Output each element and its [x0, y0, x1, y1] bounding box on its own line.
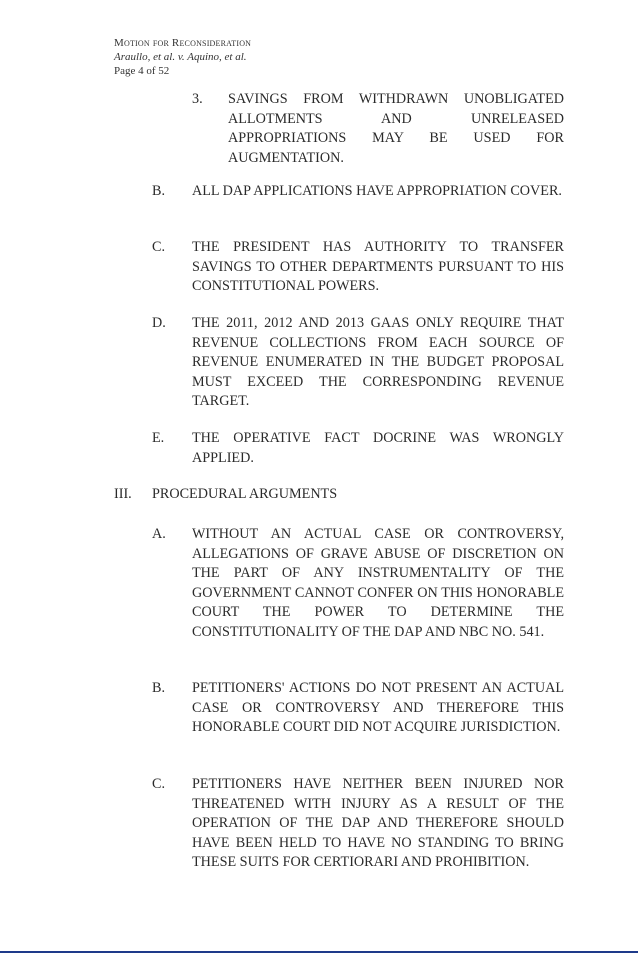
- item-number: B.: [152, 183, 166, 199]
- page-number: Page 4 of 52: [114, 65, 170, 77]
- item-number: 3.: [192, 91, 203, 107]
- item-text: WITHOUT AN ACTUAL CASE OR CONTROVERSY, ALLEGATIONS OF GRAVE ABUSE OF DISCRETION ON THE PART OF ANY INSTRUMENTALITY OF THE GOVERNMENT CANNOT CONFER ON THIS HONORABLE COURT THE POWER TO DETERMINE THE CONSTITUTIONALITY OF THE DAP AND NBC NO. 541.: [192, 526, 564, 640]
- section-number: III.: [114, 486, 132, 502]
- section-title: PROCEDURAL ARGUMENTS: [152, 486, 338, 502]
- item-text: PETITIONERS HAVE NEITHER BEEN INJURED NOR THREATENED WITH INJURY AS A RESULT OF THE OPERATION OF THE DAP AND THEREFORE SHOULD HAVE BEEN HELD TO HAVE NO STANDING TO BRING THESE SUITS FOR CERTIORARI AND PROHIBITION.: [192, 776, 564, 870]
- item-text: THE 2011, 2012 AND 2013 GAAS ONLY REQUIRE THAT REVENUE COLLECTIONS FROM EACH SOURCE OF REVENUE ENUMERATED IN THE BUDGET PROPOSAL MUST EXCEED THE CORRESPONDING REVENUE TARGET.: [192, 315, 564, 409]
- page-header: [114, 36, 251, 78]
- item-text: ALL DAP APPLICATIONS HAVE APPROPRIATION COVER.: [192, 183, 562, 199]
- item-text: SAVINGS FROM WITHDRAWN UNOBLIGATED ALLOTMENTS AND UNRELEASED APPROPRIATIONS MAY BE USED FOR AUGMENTATION.: [228, 91, 564, 166]
- item-text: PETITIONERS' ACTIONS DO NOT PRESENT AN ACTUAL CASE OR CONTROVERSY AND THEREFORE THIS HONORABLE COURT DID NOT ACQUIRE JURISDICTION.: [192, 680, 564, 735]
- item-number: D.: [152, 315, 166, 331]
- item-text: THE OPERATIVE FACT DOCRINE WAS WRONGLY APPLIED.: [192, 430, 564, 466]
- item-number: B.: [152, 680, 166, 696]
- header-title: Motion for Reconsideration: [114, 37, 252, 49]
- item-text: THE PRESIDENT HAS AUTHORITY TO TRANSFER SAVINGS TO OTHER DEPARTMENTS PURSUANT TO HIS CONSTITUTIONAL POWERS.: [192, 239, 564, 294]
- case-caption: Araullo, et al. v. Aquino, et al.: [114, 51, 247, 63]
- item-number: E.: [152, 430, 165, 446]
- item-number: A.: [152, 526, 166, 542]
- item-number: C.: [152, 239, 166, 255]
- item-number: C.: [152, 776, 166, 792]
